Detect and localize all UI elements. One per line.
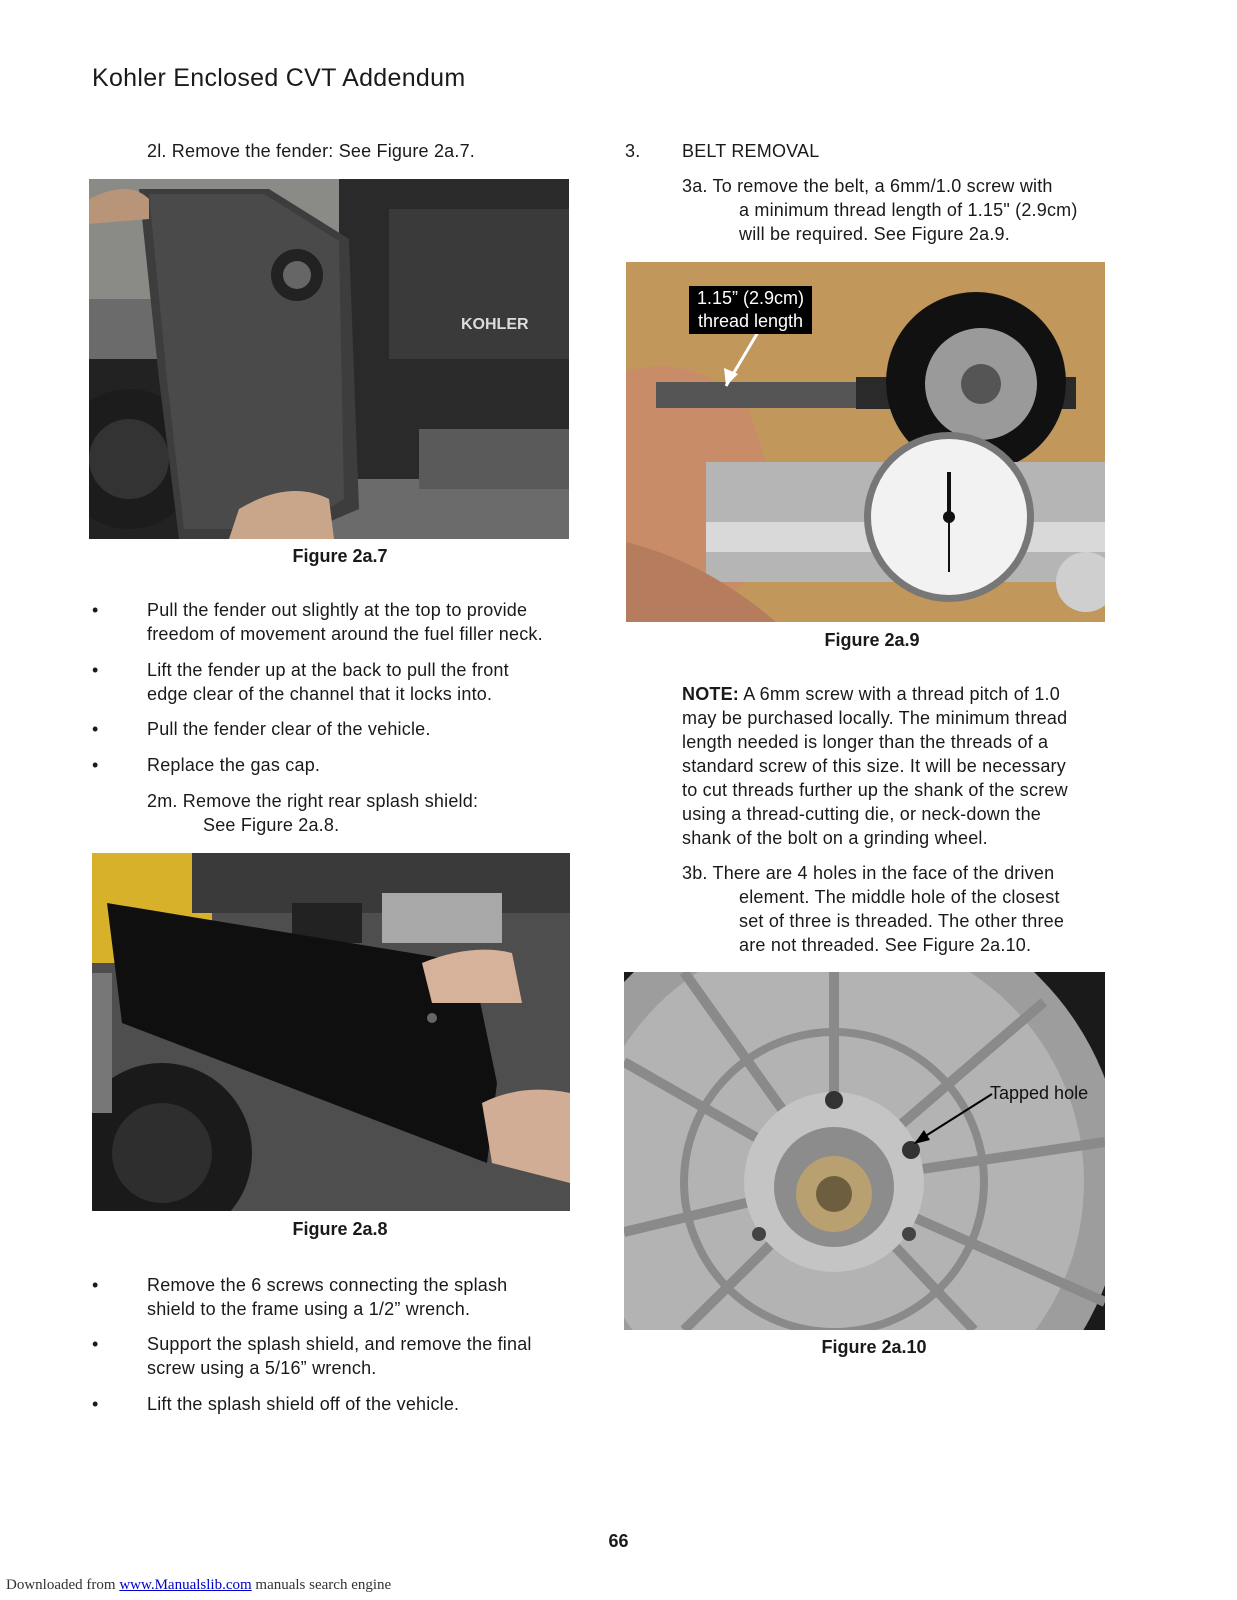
bullet-2-line-1: Lift the fender up at the back to pull the front — [147, 660, 509, 680]
note-line-3: length needed is longer than the threads of a — [682, 732, 1049, 752]
kohler-logo-text: KOHLER — [461, 316, 529, 333]
step-3b-line-4: are not threaded. See Figure 2a.10. — [739, 935, 1032, 955]
bullet-3-line-1: Pull the fender clear of the vehicle. — [147, 719, 431, 739]
note-line-6: using a thread-cutting die, or neck-down the — [682, 804, 1042, 824]
note-line-5: to cut threads further up the shank of the screw — [682, 780, 1068, 800]
figure-2a10-caption: Figure 2a.10 — [821, 1337, 927, 1357]
bullet-2-line-2: edge clear of the channel that it locks into. — [147, 684, 493, 704]
step-2l: 2l. Remove the fender: See Figure 2a.7. — [147, 141, 475, 161]
thread-length-label — [689, 286, 812, 334]
bullet-symbol: • — [92, 1394, 99, 1414]
bullet-symbol: • — [92, 600, 99, 620]
note-line-7: shank of the bolt on a grinding wheel. — [682, 828, 988, 848]
bullet-4-line-1: Replace the gas cap. — [147, 755, 321, 775]
footer — [6, 1577, 391, 1594]
thread-length-label-line-1: 1.15” (2.9cm) — [697, 288, 805, 308]
bullet-5-line-1: Remove the 6 screws connecting the splash — [147, 1275, 508, 1295]
step-2m-line-2: See Figure 2a.8. — [203, 815, 340, 835]
step-3b-line-3: set of three is threaded. The other three — [739, 911, 1065, 931]
footer-prefix: Downloaded from — [6, 1577, 120, 1593]
figure-2a9-caption: Figure 2a.9 — [824, 630, 920, 650]
bullet-5-line-2: shield to the frame using a 1/2” wrench. — [147, 1299, 471, 1319]
bullet-7-line-1: Lift the splash shield off of the vehicle. — [147, 1394, 460, 1414]
note-label: NOTE: — [682, 684, 739, 704]
figure-2a8-caption: Figure 2a.8 — [292, 1219, 388, 1239]
step-3b-line-2: element. The middle hole of the closest — [739, 887, 1060, 907]
bullet-6-line-2: screw using a 5/16” wrench. — [147, 1358, 377, 1378]
bullet-symbol: • — [92, 755, 99, 775]
manualslib-link[interactable]: www.Manualslib.com — [119, 1577, 252, 1593]
figure-2a7-photo — [89, 179, 569, 539]
note-line-1: A 6mm screw with a thread pitch of 1.0 — [739, 684, 1060, 704]
step-3a-line-2: a minimum thread length of 1.15" (2.9cm) — [739, 200, 1078, 220]
bullet-6-line-1: Support the splash shield, and remove the final — [147, 1334, 532, 1354]
bullet-symbol: • — [92, 660, 99, 680]
step-3-number: 3. — [625, 141, 641, 161]
figure-2a7-caption: Figure 2a.7 — [292, 546, 388, 566]
bullet-symbol: • — [92, 1275, 99, 1295]
step-3a-line-1: 3a. To remove the belt, a 6mm/1.0 screw with — [682, 176, 1053, 196]
figure-2a10-photo — [624, 972, 1105, 1330]
tapped-hole-label: Tapped hole — [990, 1083, 1089, 1103]
thread-length-label-line-2: thread length — [697, 311, 804, 331]
bullet-1-line-1: Pull the fender out slightly at the top to provide — [147, 600, 528, 620]
footer-suffix: manuals search engine — [251, 1577, 392, 1593]
step-3a-line-3: will be required. See Figure 2a.9. — [739, 224, 1010, 244]
bullet-1-line-2: freedom of movement around the fuel filler neck. — [147, 624, 543, 644]
bullet-symbol: • — [92, 1334, 99, 1354]
step-3-title: BELT REMOVAL — [682, 141, 820, 161]
page-number: 66 — [608, 1531, 629, 1551]
page-header-title: Kohler Enclosed CVT Addendum — [92, 64, 466, 92]
step-3b-line-1: 3b. There are 4 holes in the face of the driven — [682, 863, 1055, 883]
figure-2a9-photo — [626, 262, 1105, 622]
note-line-2: may be purchased locally. The minimum thread — [682, 708, 1068, 728]
step-2m-line-1: 2m. Remove the right rear splash shield: — [147, 791, 479, 811]
arrow-pointer — [624, 972, 1105, 1330]
note-paragraph — [682, 682, 1112, 850]
figure-2a8-photo — [92, 853, 570, 1211]
note-line-4: standard screw of this size. It will be necessary — [682, 756, 1066, 776]
bullet-symbol: • — [92, 719, 99, 739]
